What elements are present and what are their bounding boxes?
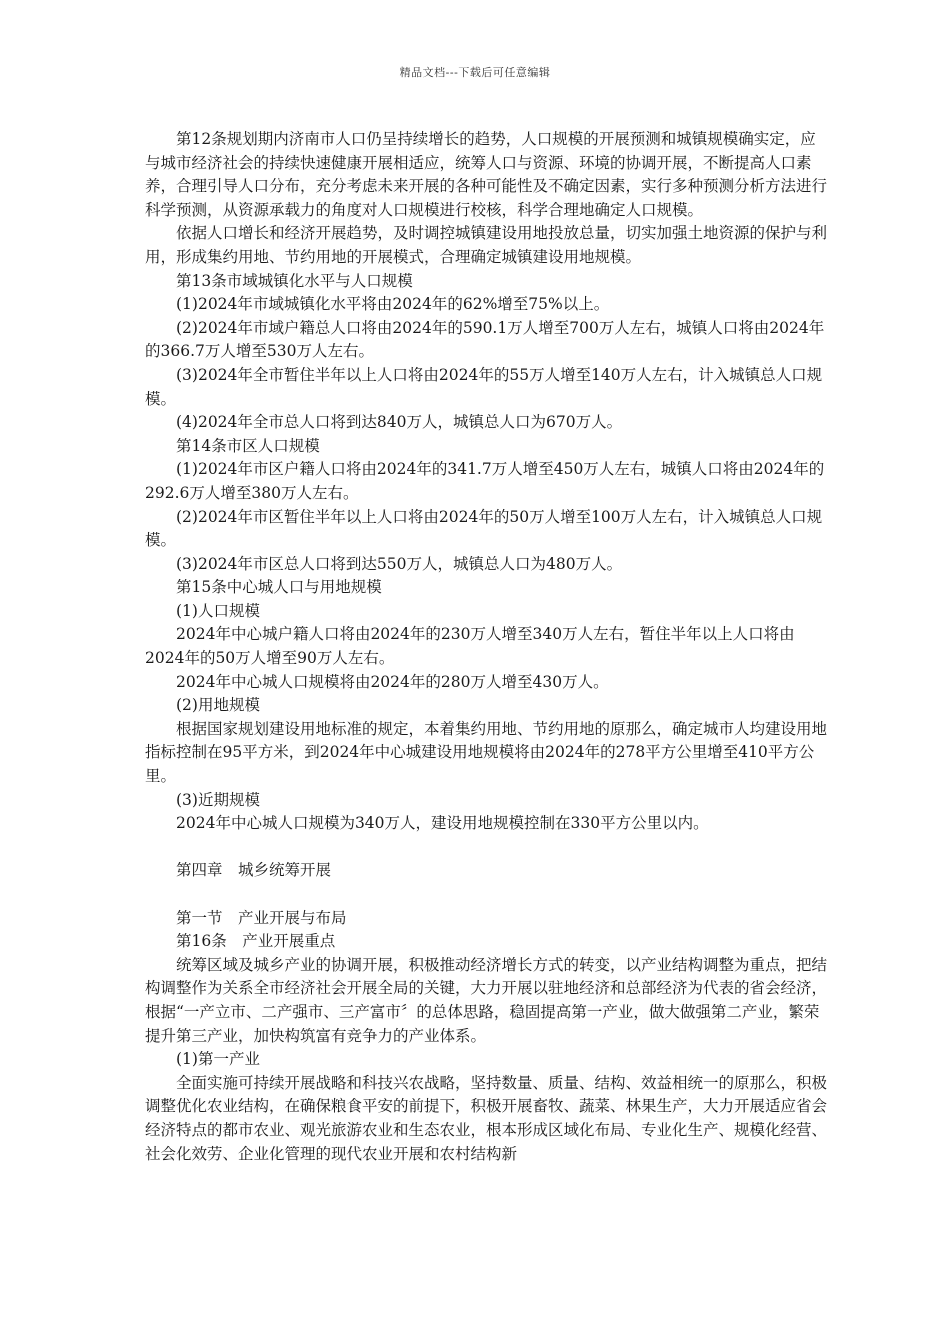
blank-line [145, 883, 827, 907]
page-header: 精品文档---下载后可任意编辑 [399, 66, 551, 79]
paragraph: (2)用地规模 [176, 696, 260, 715]
paragraph: 第16条 产业开展重点 [176, 932, 336, 951]
paragraph: (1)2024年市域城镇化水平将由2024年的62%增至75%以上。 [176, 295, 610, 314]
paragraph: (3)近期规模 [176, 790, 260, 809]
paragraph: 第12条规划期内济南市人口仍呈持续增长的趋势，人口规模的开展预测和城镇规模确实定，应与城市经济社会的持续快速健康开展相适应，统筹人口与资源、环境的协调开展，不断提高人口素养，合理引导人口分布，充分考虑未来开展的各种可能性及不确定因素，实行多种预测分析方法进行科学预测，从资源承载力的角度对人口规模进行校核，科学合理地确定人口规模。 [145, 130, 828, 219]
blank-line [145, 836, 827, 860]
paragraph: 第四章 城乡统筹开展 [176, 861, 332, 880]
paragraph: (4)2024年全市总人口将到达840万人，城镇总人口为670万人。 [176, 413, 623, 432]
paragraph: (1)第一产业 [176, 1050, 260, 1069]
document-body [145, 128, 827, 1166]
paragraph: 第15条中心城人口与用地规模 [176, 578, 382, 597]
paragraph: 第一节 产业开展与布局 [176, 908, 347, 927]
paragraph: (3)2024年全市暂住半年以上人口将由2024年的55万人增至140万人左右，计入城镇总人口规模。 [145, 365, 823, 408]
paragraph: 2024年中心城人口规模将由2024年的280万人增至430万人。 [176, 672, 609, 691]
paragraph: (1)2024年市区户籍人口将由2024年的341.7万人增至450万人左右，城镇人口将由2024年的292.6万人增至380万人左右。 [145, 460, 825, 502]
paragraph: (2)2024年市域户籍总人口将由2024年的590.1万人增至700万人左右，城镇人口将由2024年的366.7万人增至530万人左右。 [145, 318, 825, 361]
paragraph: 全面实施可持续开展战略和科技兴农战略，坚持数量、质量、结构、效益相统一的原那么，积极调整优化农业结构，在确保粮食平安的前提下，积极开展畜牧、蔬菜、林果生产，大力开展适应省会经济特点的都市农业、观光旅游农业和生态农业，根本形成区域化布局、专业化生产、规模化经营、社会化效劳、企业化管理的现代农业开展和农村结构新 [145, 1073, 828, 1163]
paragraph: 统筹区域及城乡产业的协调开展，积极推动经济增长方式的转变，以产业结构调整为重点，把结构调整作为关系全市经济社会开展全局的关键，大力开展以驻地经济和总部经济为代表的省会经济，根据“一产立市、二产强市、三产富市〞的总体思路，稳固提高第一产业，做大做强第二产业，繁荣提升第三产业，加快构筑富有竞争力的产业体系。 [145, 955, 828, 1045]
paragraph: 第14条市区人口规模 [176, 436, 320, 455]
paragraph: 根据国家规划建设用地标准的规定，本着集约用地、节约用地的原那么，确定城市人均建设用地指标控制在95平方米，到2024年中心城建设用地规模将由2024年的278平方公里增至410平方公里。 [145, 719, 828, 786]
paragraph: 2024年中心城人口规模为340万人，建设用地规模控制在330平方公里以内。 [176, 814, 709, 833]
paragraph: 依据人口增长和经济开展趋势，及时调控城镇建设用地投放总量，切实加强土地资源的保护与利用，形成集约用地、节约用地的开展模式，合理确定城镇建设用地规模。 [145, 224, 828, 266]
paragraph: 2024年中心城户籍人口将由2024年的230万人增至340万人左右，暂住半年以上人口将由2024年的50万人增至90万人左右。 [145, 625, 795, 668]
paragraph: (2)2024年市区暂住半年以上人口将由2024年的50万人增至100万人左右，计入城镇总人口规模。 [145, 507, 823, 550]
paragraph: (1)人口规模 [176, 601, 260, 620]
paragraph: (3)2024年市区总人口将到达550万人，城镇总人口为480万人。 [176, 554, 623, 573]
paragraph: 第13条市域城镇化水平与人口规模 [176, 271, 413, 290]
